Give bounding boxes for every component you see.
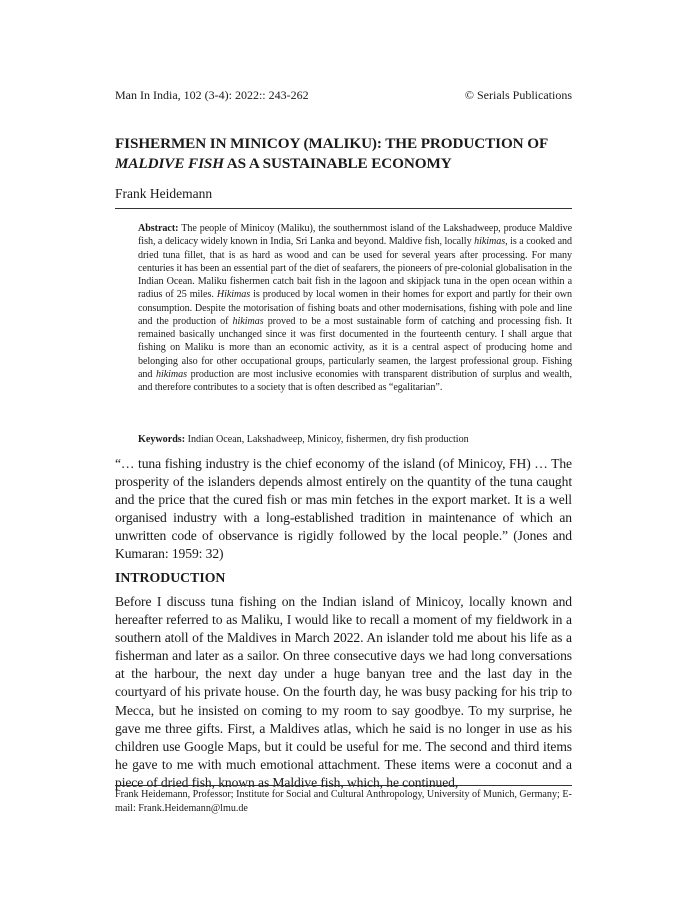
keywords-label: Keywords: [138, 434, 186, 445]
title-italic: MALDIVE FISH [115, 155, 224, 172]
running-head [115, 88, 572, 103]
footnote-divider [115, 785, 572, 786]
title-line-1: FISHERMEN IN MINICOY (MALIKU): THE PRODUCTION OF [115, 135, 549, 152]
article-title [115, 134, 572, 174]
author-footnote: Frank Heidemann, Professor; Institute for Social and Cultural Anthropology, University of Munich, Germany; E-mail: Frank.Heidemann@lmu.de [115, 789, 572, 814]
title-divider [115, 208, 572, 209]
abstract: Abstract: The people of Minicoy (Maliku), the southernmost island of the Lakshadweep, produce Maldive fish, a delicacy widely known in India, Sri Lanka and beyond. Maldive fish, locally hikimas, is a cooked and dried tuna fillet, that is as hard as wood and can be used for several years after processing. For many centuries it has been an essential part of the diet of seafarers, the pioneers of pre-colonial globalisation in the Indian Ocean. Maliku fishermen catch bait fish in the lagoon and skipjack tuna in the open ocean within a radius of 25 miles. Hikimas is produced by local women in their homes for export and partly for their own consumption. Despite the motorisation of fishing boats and other modernisations, fishing with pole and line and the production of hikimas proved to be a most sustainable form of catching and processing fish. It remained basically unchanged since it was first documented in the fourteenth century. I shall argue that fishing on Maliku is more than an economic activity, as it is a central aspect of producing home and belonging also for other occupational groups, particularly seamen, the largest professional group. Fishing and hikimas production are most inclusive economies with transparent distribution of surplus and wealth, and therefore contributes to a society that is often described as “egalitarian”. [138, 223, 572, 393]
epigraph-quote: “… tuna fishing industry is the chief economy of the island (of Minicoy, FH) … The prosperity of the islanders depends almost entirely on the quantity of the tuna caught and the price that the cured fish or mas min fetches in the export market. It is a well organised industry with a long-established tradition in maintenance of which an unwritten code of observance is rigidly followed by the local people.” (Jones and Kumaran: 1959: 32) [115, 456, 572, 562]
author-name: Frank Heidemann [115, 186, 213, 201]
journal-citation: Man In India, 102 (3-4): 2022:: 243-262 [115, 88, 309, 102]
abstract-label: Abstract: [138, 223, 179, 234]
section-body: Before I discuss tuna fishing on the Indian island of Minicoy, locally known and hereafter referred to as Maliku, I would like to recall a moment of my fieldwork in a southern atoll of the Maldives in March 2022. An islander told me about his life as a fisherman and later as a sailor. On three consecutive days we had long conversations at the harbour, the next day under a huge banyan tree and the last day in the courtyard of his private house. On the fourth day, he was busy packing for his trip to Mecca, but he insisted on coming to my room to say goodbye. To my surprise, he gave me three gifts. First, a Maldives atlas, which he said is no longer in use as his children use Google Maps, but it could be useful for me. The second and third items he gave to me with much emotional attachment. These items were a coconut and a piece of dried fish, known as Maldive fish, which, he continued, [115, 594, 572, 790]
keywords-text: Indian Ocean, Lakshadweep, Minicoy, fishermen, dry fish production [185, 434, 469, 445]
keywords [138, 433, 572, 446]
section-heading: INTRODUCTION [115, 570, 226, 585]
publisher-notice: © Serials Publications [464, 88, 572, 102]
title-line-2: AS A SUSTAINABLE ECONOMY [223, 155, 452, 172]
